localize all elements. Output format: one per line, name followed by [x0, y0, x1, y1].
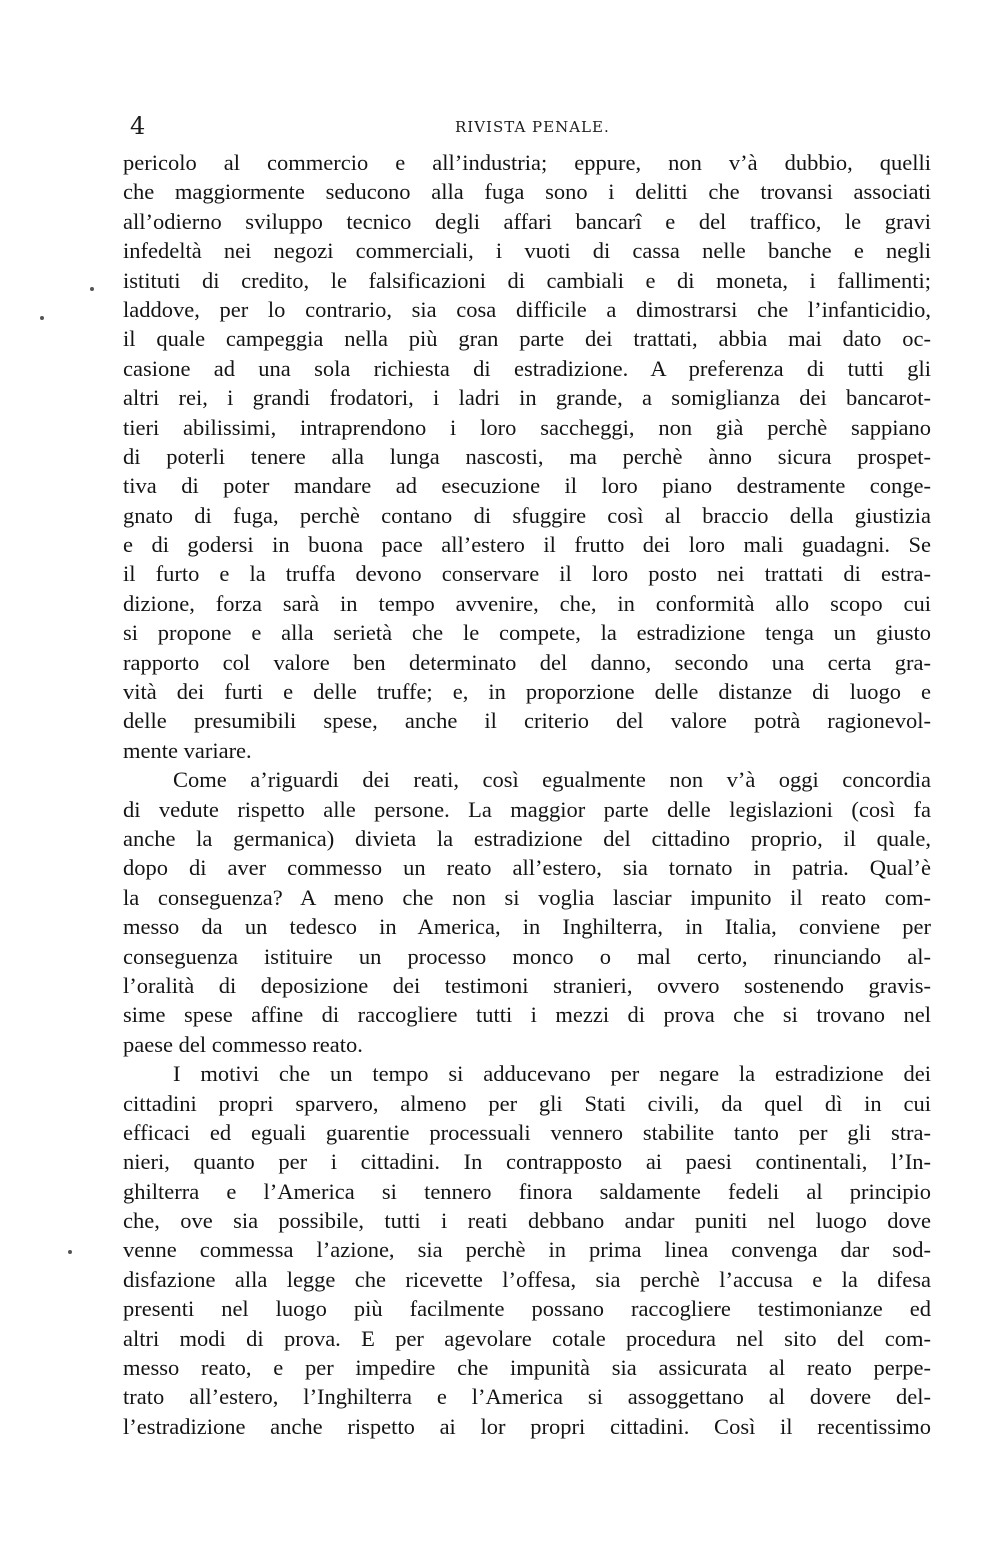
text-line: delle presumibili spese, anche il criterio del valore potrà ragionevol-	[123, 708, 931, 734]
text-line: l’estradizione anche rispetto ai lor propri cittadini. Così il recentissimo	[123, 1413, 931, 1439]
text-line: pericolo al commercio e all’industria; eppure, non v’à dubbio, quelli	[123, 150, 931, 175]
text-line: presenti nel luogo più facilmente possano raccogliere testimonianze ed	[123, 1296, 931, 1322]
text-line: paese del commesso reato.	[123, 1031, 363, 1057]
text-line: vità dei furti e delle truffe; e, in proporzione delle distanze di luogo e	[123, 679, 931, 705]
text-line: venne commessa l’azione, sia perchè in prima linea convenga dar sod-	[123, 1237, 931, 1263]
text-line: efficaci ed eguali guarentie processuali vennero stabilite tanto per gli stra-	[123, 1119, 931, 1145]
text-line: Come a’riguardi dei reati, così egualmente non v’à oggi concordia	[173, 767, 931, 793]
text-line: gnato di fuga, perchè contano di sfuggire così al braccio della giustizia	[123, 502, 931, 528]
text-line: istituti di credito, le falsificazioni di cambiali e di moneta, i fallimenti;	[123, 267, 931, 293]
scan-speck	[68, 1250, 72, 1254]
text-line: messo reato, e per impedire che impunità sia assicurata al reato perpe-	[123, 1355, 931, 1381]
text-line: di vedute rispetto alle persone. La maggior parte delle legislazioni (così fa	[123, 796, 931, 822]
text-line: dopo di aver commesso un reato all’estero, sia tornato in patria. Qual’è	[123, 855, 931, 881]
text-line: I motivi che un tempo si adducevano per negare la estradizione dei	[173, 1061, 931, 1087]
text-line: il furto e la truffa devono conservare il loro posto nei trattati di estra-	[123, 561, 931, 587]
body-text	[123, 148, 931, 1441]
page-number: 4	[130, 112, 146, 140]
text-line: che maggiormente seducono alla fuga sono i delitti che trovansi associati	[123, 179, 931, 205]
text-line: altri modi di prova. E per agevolare cotale procedura nel sito del com-	[123, 1325, 931, 1351]
text-line: il quale campeggia nella più gran parte dei trattati, abbia mai dato oc-	[123, 326, 931, 352]
text-line: infedeltà nei negozi commerciali, i vuoti di cassa nelle banche e negli	[123, 238, 931, 264]
text-line: la conseguenza? A meno che non si voglia lasciar impunito il reato com-	[123, 884, 931, 910]
text-line: ghilterra e l’America si tennero finora saldamente fedeli al principio	[123, 1178, 931, 1204]
text-line: sime spese affine di raccogliere tutti i mezzi di prova che si trovano nel	[123, 1002, 931, 1028]
text-line: disfazione alla legge che ricevette l’offesa, sia perchè l’accusa e la difesa	[123, 1266, 931, 1292]
text-line: laddove, per lo contrario, sia cosa difficile a dimostrarsi che l’infanticidio,	[123, 296, 931, 322]
running-title: RIVISTA PENALE.	[455, 118, 610, 136]
text-line: casione ad una sola richiesta di estradizione. A preferenza di tutti gli	[123, 355, 931, 381]
text-line: tiva di poter mandare ad esecuzione il loro piano destramente conge-	[123, 473, 931, 499]
text-line: anche la germanica) divieta la estradizione del cittadino proprio, il quale,	[123, 825, 931, 851]
text-line: conseguenza istituire un processo monco o mal certo, rinunciando al-	[123, 943, 931, 969]
text-line: rapporto col valore ben determinato del danno, secondo una certa gra-	[123, 649, 931, 675]
scan-speck	[90, 287, 94, 291]
page-header	[130, 112, 930, 142]
text-line: dizione, forza sarà in tempo avvenire, che, in conformità allo scopo cui	[123, 590, 931, 616]
text-line: si propone e alla serietà che le compete, la estradizione tenga un giusto	[123, 620, 931, 646]
text-line: altri rei, i grandi frodatori, i ladri in grande, a somiglianza dei bancarot-	[123, 385, 931, 411]
text-line: cittadini propri sparvero, almeno per gli Stati civili, da quel dì in cui	[123, 1090, 931, 1116]
text-line: l’oralità di deposizione dei testimoni stranieri, ovvero sostenendo gravis-	[123, 972, 931, 998]
text-line: di poterli tenere alla lunga nascosti, ma perchè ànno sicura prospet-	[123, 443, 931, 469]
text-line: tieri abilissimi, intraprendono i loro saccheggi, non già perchè sappiano	[123, 414, 931, 440]
scan-speck	[40, 316, 44, 320]
text-line: messo da un tedesco in America, in Inghilterra, in Italia, conviene per	[123, 914, 931, 940]
text-line: trato all’estero, l’Inghilterra e l’America si assoggettano al dovere del-	[123, 1384, 931, 1410]
text-line: nieri, quanto per i cittadini. In contrapposto ai paesi continentali, l’In-	[123, 1149, 931, 1175]
text-line: e di godersi in buona pace all’estero il frutto dei loro mali guadagni. Se	[123, 532, 931, 558]
text-line: all’odierno sviluppo tecnico degli affari bancarî e del traffico, le gravi	[123, 208, 931, 234]
text-line: che, ove sia possibile, tutti i reati debbano andar puniti nel luogo dove	[123, 1208, 931, 1234]
text-line: mente variare.	[123, 737, 252, 763]
